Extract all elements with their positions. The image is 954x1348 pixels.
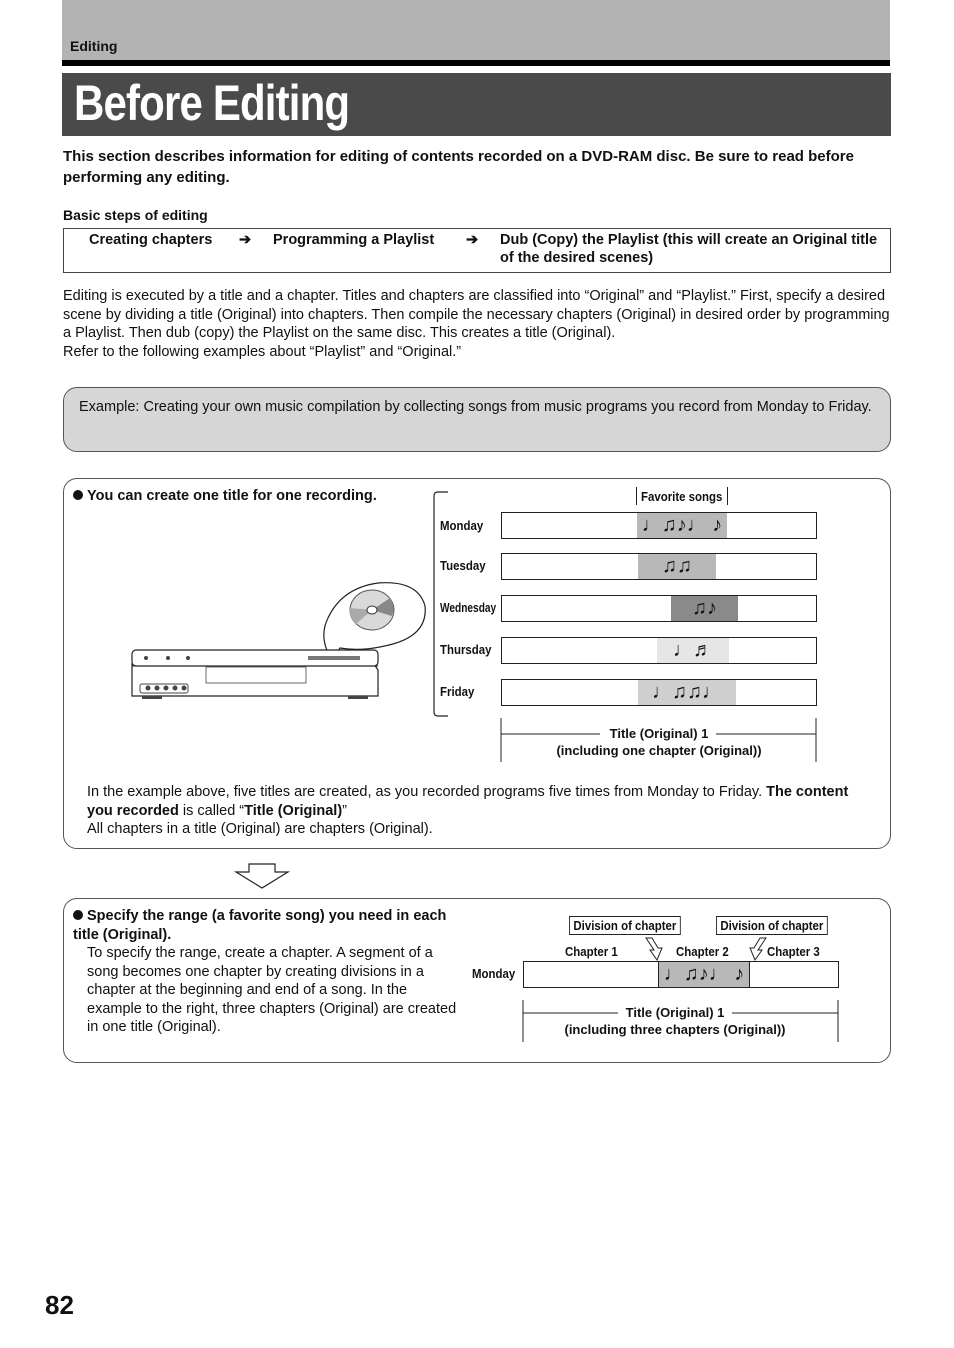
header-bar <box>62 0 890 60</box>
chapter-label-1: Chapter 1 <box>565 944 618 959</box>
recorder-icon <box>132 650 378 699</box>
step-2: Programming a Playlist <box>273 232 435 248</box>
example-box <box>63 387 891 452</box>
panel2-bullet <box>73 907 458 945</box>
day-label-monday: Monday <box>440 518 484 533</box>
bullet-icon <box>73 490 83 500</box>
title-bar-wednesday <box>501 595 817 622</box>
panel2-bullet-text: Specify the range (a favorite song) you need in each title (Original). <box>73 908 447 943</box>
panel1-desc-part3: ” <box>342 802 348 819</box>
panel2-description: To specify the range, create a chapter. A segment of a song becomes one chapter by creating divisions in a chapter at the beginning and end of a song. In the example to the right, three chapters (Original) are created in one title (Original). <box>87 945 457 1035</box>
title-original-sublabel-1: (including one chapter (Original)) <box>556 743 762 758</box>
song-segment-wednesday: ♫♪ <box>671 596 738 621</box>
header-rule <box>62 60 890 66</box>
division-label-2: Division of chapter <box>716 916 828 935</box>
page-title: Before Editing <box>74 75 350 131</box>
disc-icon <box>350 590 394 630</box>
step-1: Creating chapters <box>89 232 213 248</box>
down-arrow-icon <box>233 862 291 890</box>
step-3: Dub (Copy) the Playlist (this will create an Original title of the desired scenes) <box>500 232 878 266</box>
favorite-songs-label: Favorite songs <box>641 489 723 504</box>
panel1-desc-part2: is called “ <box>178 802 245 819</box>
panel1-desc-part1: In the example above, five titles are created, as you recorded programs five times from Monday to Friday. <box>87 784 767 800</box>
panel1-bullet <box>73 487 377 506</box>
day-label-wednesday: Wednesday <box>440 600 497 615</box>
intro-text: This section describes information for editing of contents recorded on a DVD-RAM disc. Be sure to read before performing any editing. <box>63 148 854 186</box>
dvd-recorder-illustration <box>128 578 428 708</box>
steps-heading: Basic steps of editing <box>63 207 208 223</box>
step-arrow-2: ➔ <box>466 232 479 248</box>
division-label-1: Division of chapter <box>569 916 681 935</box>
song-segment-friday: ♩♫♫♩ <box>638 680 736 705</box>
title-original-sublabel-2: (including three chapters (Original)) <box>564 1022 786 1037</box>
panel1-desc-bold1: The content you recorded <box>87 784 849 819</box>
page-number: 82 <box>45 1290 74 1320</box>
song-segment-tuesday: ♫♫ <box>638 554 716 579</box>
chapter-label-2: Chapter 2 <box>676 944 729 959</box>
body-paragraph-2: Refer to the following examples about “Playlist” and “Original.” <box>63 343 462 360</box>
example-text: Example: Creating your own music compilation by collecting songs from music programs you record from Monday to Friday. <box>79 399 872 415</box>
panel2-song-segment: ♩♫♪♩ ♪ <box>658 962 750 987</box>
day-label-tuesday: Tuesday <box>440 558 486 573</box>
song-segment-thursday: ♩♬ <box>657 638 729 663</box>
title-original-label-2: Title (Original) 1 <box>625 1005 725 1020</box>
section-label: Editing <box>70 38 118 54</box>
panel1-bullet-text: You can create one title for one recording. <box>87 488 377 504</box>
chapter-label-3: Chapter 3 <box>767 944 820 959</box>
panel2-day-label: Monday <box>472 966 516 981</box>
division-arrow-icon-1 <box>640 936 670 962</box>
body-text <box>63 287 893 361</box>
panel1-description <box>87 783 877 839</box>
body-paragraph-1: Editing is executed by a title and a chapter. Titles and chapters are classified into “Original” and “Playlist.” First, specify a desired scene by dividing a title (Original) into chapters. Then compile the necessary chapters (Original) in desired order by programming a Playlist. Then dub (copy) the Playlist on the same disc. This creates a title (Original). <box>63 288 890 341</box>
day-label-thursday: Thursday <box>440 642 492 657</box>
step-arrow-1: ➔ <box>239 232 252 248</box>
panel1-desc-bold2: Title (Original) <box>244 802 343 819</box>
title-original-label-1: Title (Original) 1 <box>609 726 709 741</box>
day-label-friday: Friday <box>440 684 475 699</box>
bullet-icon <box>73 910 83 920</box>
song-segment-monday: ♩♫♪♩ ♪ <box>637 513 727 538</box>
panel1-desc-line2: All chapters in a title (Original) are chapters (Original). <box>87 821 433 837</box>
